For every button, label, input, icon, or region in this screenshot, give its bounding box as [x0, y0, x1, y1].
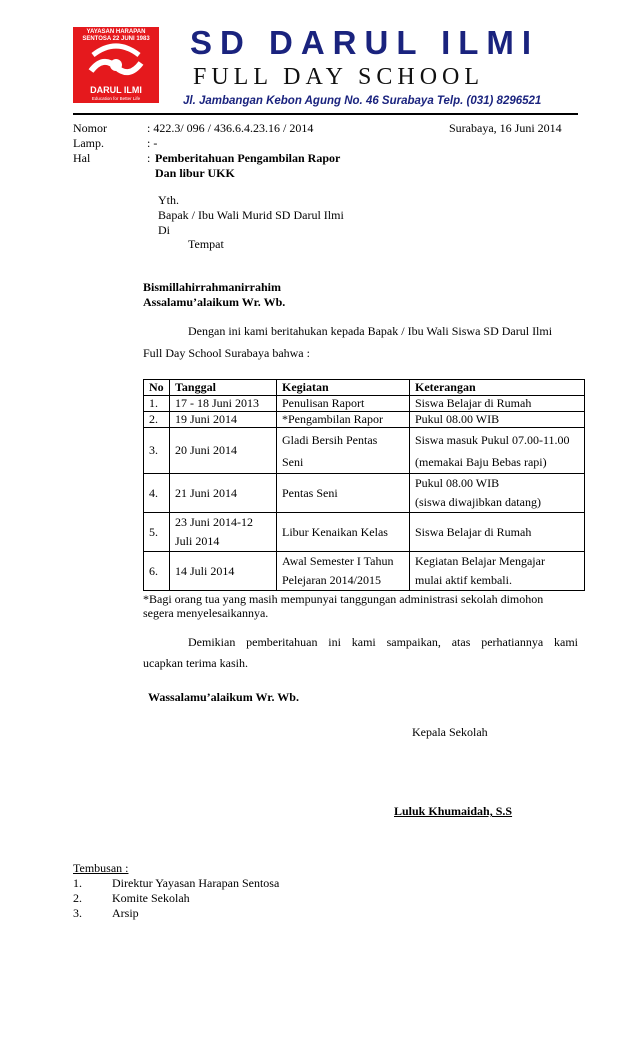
cell-keterangan-line1: Siswa masuk Pukul 07.00-11.00: [415, 432, 570, 447]
cell-keterangan-line2: mulai aktif kembali.: [415, 573, 512, 587]
cell-kegiatan-line1: Awal Semester I Tahun: [282, 554, 394, 568]
tembusan-item: Direktur Yayasan Harapan Sentosa: [112, 876, 280, 890]
cell-keterangan-line2: (memakai Baju Bebas rapi): [415, 454, 547, 469]
cell-kegiatan: Libur Kenaikan Kelas: [277, 513, 410, 552]
tembusan-item: Komite Sekolah: [112, 891, 190, 905]
closing-salam: Wassalamu’alaikum Wr. Wb.: [148, 690, 299, 704]
header-tanggal: Tanggal: [170, 380, 277, 396]
school-name: SD DARUL ILMI: [190, 24, 540, 61]
cell-keterangan: [410, 552, 585, 591]
cell-tanggal: 21 Juni 2014: [170, 474, 277, 513]
cell-tanggal-line2: Juli 2014: [175, 534, 220, 548]
cell-kegiatan-line1: Gladi Bersih Pentas: [282, 432, 378, 447]
closing-line2: ucapkan terima kasih.: [143, 656, 248, 670]
cell-keterangan: Siswa Belajar di Rumah: [410, 513, 585, 552]
letter-date: Surabaya, 16 Juni 2014: [449, 121, 562, 135]
cell-kegiatan-line2: Seni: [282, 454, 304, 469]
cell-no: 5.: [144, 513, 170, 552]
greeting-salam: Assalamu’alaikum Wr. Wb.: [143, 295, 286, 309]
table-row: [144, 396, 585, 412]
table-row: [144, 474, 585, 513]
cell-kegiatan-line2: Pelejaran 2014/2015: [282, 573, 381, 587]
header-no: No: [144, 380, 170, 396]
table-row: [144, 552, 585, 591]
footnote-line1: *Bagi orang tua yang masih mempunyai tanggungan administrasi sekolah dimohon: [143, 592, 544, 606]
recipient-yth: Yth.: [158, 193, 179, 207]
cell-kegiatan: Penulisan Raport: [277, 396, 410, 412]
signature-name: Luluk Khumaidah, S.S: [394, 804, 513, 818]
cell-keterangan: Pukul 08.00 WIB: [410, 412, 585, 428]
signature-title: Kepala Sekolah: [412, 725, 488, 739]
intro-line2: Full Day School Surabaya bahwa :: [143, 346, 310, 360]
cell-tanggal: 19 Juni 2014: [170, 412, 277, 428]
cell-tanggal: 17 - 18 Juni 2013: [170, 396, 277, 412]
header-keterangan: Keterangan: [410, 380, 585, 396]
cell-kegiatan: [277, 552, 410, 591]
tembusan-no: 2.: [73, 891, 82, 905]
cell-no: 2.: [144, 412, 170, 428]
table-row: [144, 428, 585, 474]
school-type: FULL DAY SCHOOL: [193, 64, 485, 90]
cell-keterangan: [410, 428, 585, 474]
cell-keterangan-line1: Pukul 08.00 WIB: [415, 476, 500, 490]
logo-foundation-text: YAYASAN HARAPAN SENTOSA 22 JUNI 1983: [82, 29, 150, 42]
tembusan-no: 3.: [73, 906, 82, 920]
tembusan-no: 1.: [73, 876, 82, 890]
cell-no: 1.: [144, 396, 170, 412]
cell-kegiatan: *Pengambilan Rapor: [277, 412, 410, 428]
nomor-label: Nomor: [73, 121, 107, 135]
tembusan-label: Tembusan :: [73, 861, 129, 875]
hal-label: Hal: [73, 151, 91, 165]
header-kegiatan: Kegiatan: [277, 380, 410, 396]
hal-subject-line2: Dan libur UKK: [155, 166, 235, 180]
footnote-line2: segera menyelesaikannya.: [143, 606, 269, 620]
table-row: [144, 412, 585, 428]
table-row: [144, 513, 585, 552]
cell-no: 3.: [144, 428, 170, 474]
logo-name: DARUL ILMI: [90, 85, 142, 95]
cell-tanggal: 20 Juni 2014: [170, 428, 277, 474]
cell-keterangan: [410, 474, 585, 513]
letterhead-divider: [73, 113, 578, 115]
hal-colon: :: [147, 151, 151, 165]
cell-kegiatan: Pentas Seni: [277, 474, 410, 513]
cell-keterangan: Siswa Belajar di Rumah: [410, 396, 585, 412]
hal-subject-line1: Pemberitahuan Pengambilan Rapor: [155, 151, 341, 165]
cell-tanggal: [170, 513, 277, 552]
table-header-row: [144, 380, 585, 396]
cell-kegiatan: [277, 428, 410, 474]
recipient-name: Bapak / Ibu Wali Murid SD Darul Ilmi: [158, 208, 344, 222]
cell-keterangan-line1: Kegiatan Belajar Mengajar: [415, 554, 545, 568]
recipient-di: Di: [158, 223, 170, 237]
nomor-value: : 422.3/ 096 / 436.6.4.23.16 / 2014: [147, 121, 314, 135]
schedule-table: [143, 379, 585, 591]
cell-keterangan-line2: (siswa diwajibkan datang): [415, 495, 541, 509]
logo-tagline: Education for Better Life: [91, 96, 141, 101]
logo-emblem: [83, 41, 149, 85]
greeting-basmalah: Bismillahirrahmanirrahim: [143, 280, 281, 294]
school-address: Jl. Jambangan Kebon Agung No. 46 Surabaya Telp. (031) 8296521: [183, 95, 542, 107]
cell-tanggal: 14 Juli 2014: [170, 552, 277, 591]
cell-tanggal-line1: 23 Juni 2014-12: [175, 515, 253, 529]
intro-line1: Dengan ini kami beritahukan kepada Bapak / Ibu Wali Siswa SD Darul Ilmi: [188, 324, 553, 338]
lamp-label: Lamp.: [73, 136, 104, 150]
school-logo: [73, 27, 159, 103]
lamp-value: : -: [147, 136, 158, 150]
cell-no: 4.: [144, 474, 170, 513]
closing-line1: Demikian pemberitahuan ini kami sampaikan, atas perhatiannya kami: [188, 635, 578, 649]
tembusan-item: Arsip: [112, 906, 139, 920]
cell-no: 6.: [144, 552, 170, 591]
recipient-place: Tempat: [188, 237, 224, 251]
